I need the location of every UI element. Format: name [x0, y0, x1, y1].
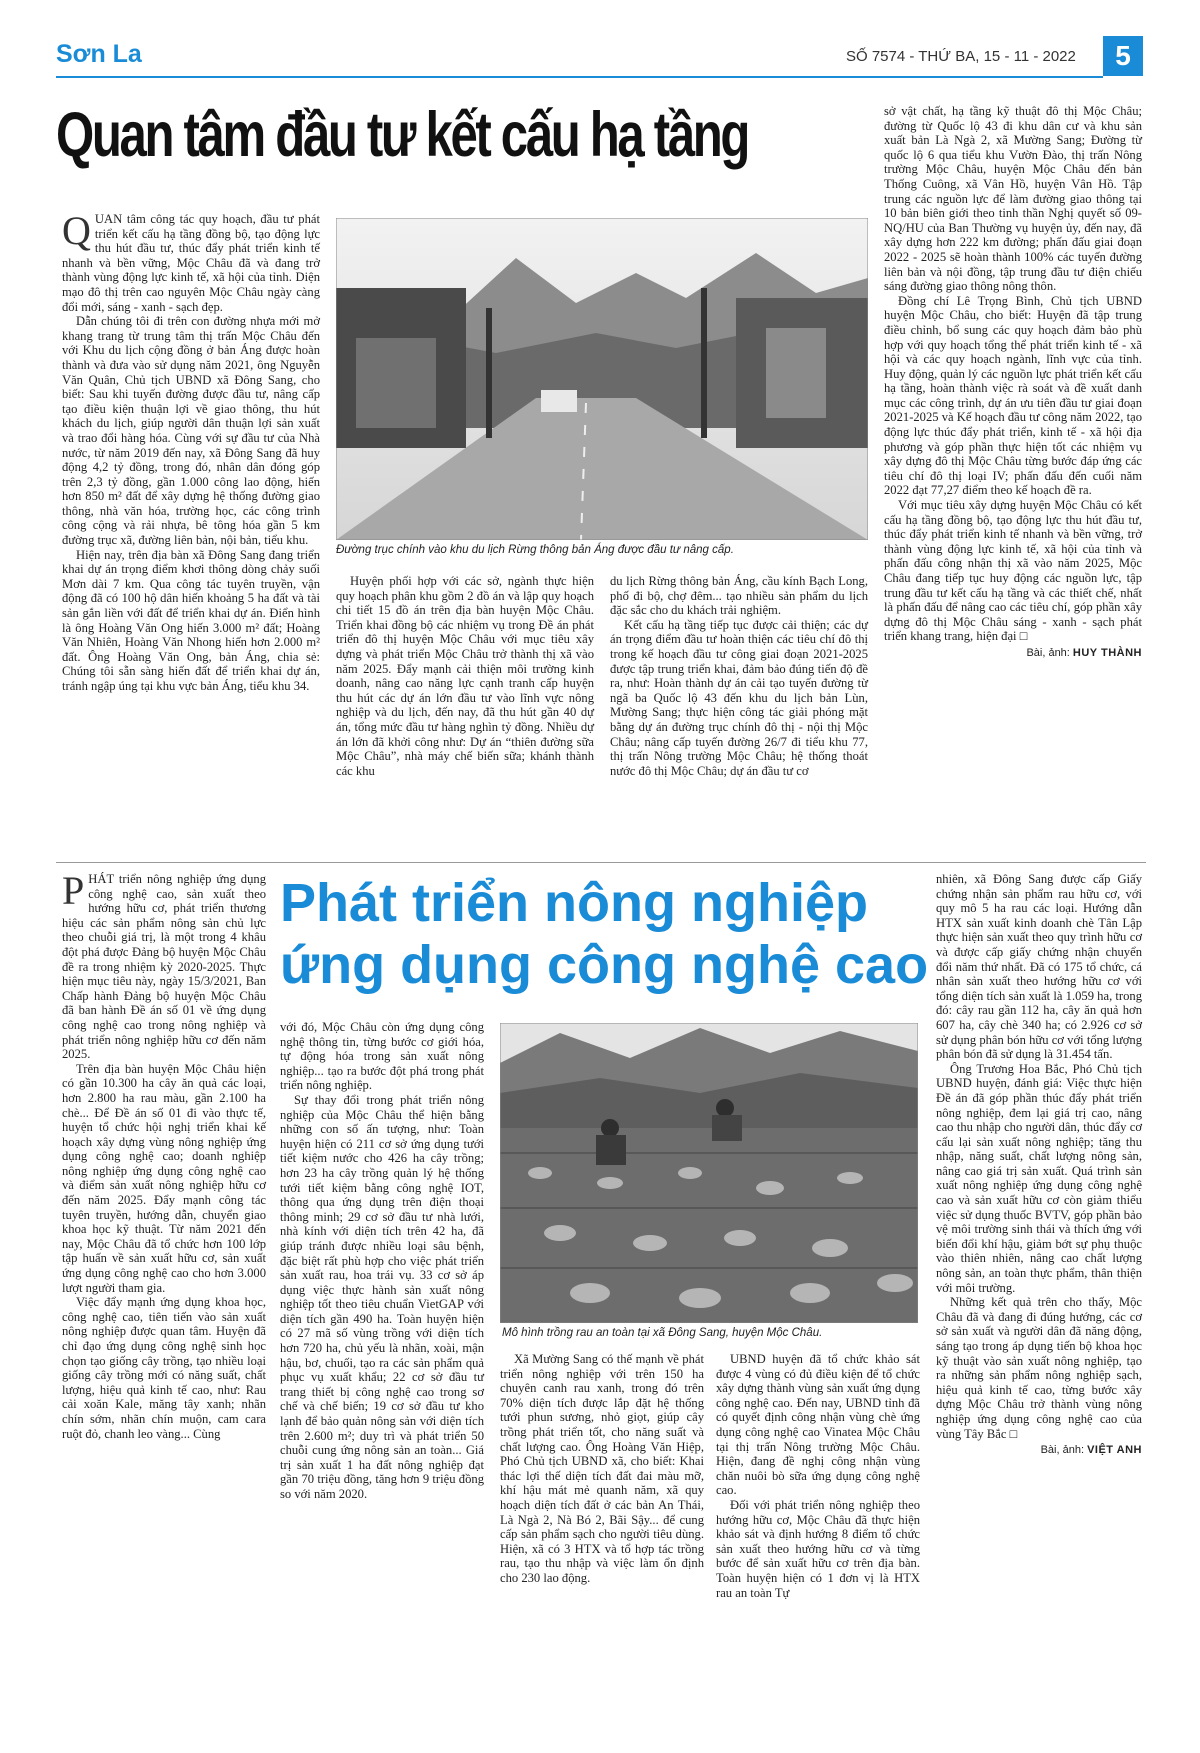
article-1-column-1	[62, 208, 320, 694]
article-1-photo-caption: Đường trục chính vào khu du lịch Rừng thông bản Áng được đầu tư nâng cấp.	[336, 544, 734, 556]
paragraph: Ông Trương Hoa Bắc, Phó Chủ tịch UBND huyện, đánh giá: Việc thực hiện Đề án đã góp phần thúc đẩy phát triển nông nghiệp, đem lại giá trị cao, nâng cao thu nhập cho người dân, thúc đẩy cơ cấu lại sản xuất nông nghiệp; tăng thu nhập, năng suất, chất lượng nông sản, nâng cao giá trị sản xuất. Quá trình sản xuất nông nghiệp ứng dụng công nghệ cao và sản xuất hữu cơ còn giảm thiểu việc sử dụng thuốc BVTV, góp phần bảo vệ môi trường sinh thái và thích ứng với biến đổi khí hậu, giảm bớt sự phụ thuộc vào thiên nhiên, nâng cao chất lượng nông sản, an toàn thực phẩm, thân thiện với môi trường.	[936, 1061, 1142, 1295]
article-2-column-1	[62, 868, 266, 1441]
paragraph: Trên địa bàn huyện Mộc Châu hiện có gần 10.300 ha cây ăn quả các loại, hơn 2.800 ha rau màu, gần 2.100 ha chè... Để Đề án số 01 đi vào thực tế, huyện tổ chức hội nghị triển khai kế hoạch xây dựng vùng nông nghiệp ứng dụng công nghệ cao; doanh nghiệp nông nghiệp ứng dụng công nghệ cao và điểm sản xuất nông nghiệp hữu cơ đến năm 2025. Đẩy mạnh công tác tuyên truyền, hướng dẫn, chuyển giao khoa học kỹ thuật. Từ năm 2021 đến nay, Mộc Châu đã tổ chức hơn 100 lớp tập huấn về sản xuất hữu cơ, sản xuất ứng dụng công nghệ cao cho hơn 3.000 lượt người tham gia.	[62, 1061, 266, 1295]
paragraph: Dẫn chúng tôi đi trên con đường nhựa mới mở khang trang từ trung tâm thị trấn Mộc Châu đến với Khu du lịch cộng đồng ở bản Áng được hoàn thành và đưa vào sử dụng năm 2021, ông Nguyễn Văn Quân, Chủ tịch UBND xã Đông Sang, cho biết: Sau khi tuyến đường được đầu tư, nâng cấp tạo điều kiện thuận lợi về giao thông, thu hút khách du lịch, giúp người dân thuận lợi sản xuất và trao đổi hàng hóa. Cùng với sự đầu tư của Nhà nước, từ năm 2019 đến nay, xã Đông Sang đã huy động 4,2 tỷ đồng, trong đó, nhân dân đóng góp trên 2,3 tỷ đồng, gần 1.000 công lao động, hiến hơn 850 m² đất để xây dựng hệ thống đường giao thông, nhà văn hóa, trường học, các công trình công cộng và rải nhựa, bê tông hóa gần 5 km đường trục xã, đường liên bản, nội bản, tiểu khu.	[62, 314, 320, 548]
paragraph: nhiên, xã Đông Sang được cấp Giấy chứng nhận sản phẩm rau hữu cơ, với quy mô 5 ha rau các loại. Hướng dẫn HTX sản xuất kinh doanh chè Tân Lập thực hiện sản xuất theo quy trình hữu cơ và được cấp giấy chứng nhận chuyển đổi năm thứ nhất. Đã có 175 tổ chức, cá nhân sản xuất theo hướng hữu cơ với tổng diện tích sản xuất là 1.059 ha, trong đó: cây rau gần 112 ha, cây ăn quả hơn 607 ha, cây chè 340 ha; có 2.926 cơ sở sử dụng phân bón hữu cơ với tổng lượng phân bón đã sử dụng là 31.454 tấn.	[936, 872, 1142, 1062]
article-2-photo-caption: Mô hình trồng rau an toàn tại xã Đông Sang, huyện Mộc Châu.	[502, 1327, 823, 1339]
article-2-column-2	[280, 1020, 484, 1502]
paragraph: Hiện nay, trên địa bàn xã Đông Sang đang triển khai dự án trọng điểm khơi thông dòng chảy suối Mơn dài 7 km. Qua công tác tuyên truyền, vận động đã có 100 hộ dân hiến khoảng 5 ha đất và tài sản gắn liền với đất để triển khai dự án. Điển hình là ông Hoàng Văn Ong hiến 3.000 m² đất; Hoàng Văn Nhiên, Hoàng Văn Nhong hiến hơn 2.000 m² đất. Ông Hoàng Văn Ong, bản Áng, chia sẻ: Chúng tôi sẵn sàng hiến đất để triển khai dự án, tránh ngập úng tại khu vực bản Áng, tiểu khu 34.	[62, 547, 320, 693]
article-1-column-3	[610, 574, 868, 778]
paragraph: Xã Mường Sang có thế mạnh về phát triển nông nghiệp với trên 150 ha chuyên canh rau xanh, trong đó trên 70% diện tích được lắp đặt hệ thống tưới phun sương, nhỏ giọt, giúp cây trồng phát triển tốt, cho năng suất và chất lượng cao. Ông Hoàng Văn Hiệp, Phó Chủ tịch UBND xã, cho biết: Khai thác lợi thế diện tích đất đai màu mỡ, khí hậu mát mẻ quanh năm, xã quy hoạch diện tích đất ở các bản An Thái, Là Ngà 2, Nà Bó 2, Bãi Sậy... để cung cấp sản phẩm sạch cho người tiêu dùng. Hiện, xã có 3 HTX và tổ hợp tác trồng rau, tạo thu nhập và việc làm ổn định cho 230 lao động.	[500, 1352, 704, 1585]
paragraph: Với mục tiêu xây dựng huyện Mộc Châu có kết cấu hạ tầng đồng bộ, tạo động lực thu hút đầu tư, thúc đẩy phát triển kinh tế nhanh và bền vững, trở thành vùng động lực kinh tế, xã hội của tỉnh và phấn đấu công nhận thị xã vào năm 2025, Mộc Châu đang tiếp tục huy động các nguồn lực, tập trung đầu tư kết cấu hạ tầng và các thiết chế, nhất là phấn đấu để nâng cao các tiêu chí, góp phần xây dựng đô thị Mộc Châu sáng - xanh - sạch phát triển khang trang, hiện đại □	[884, 498, 1142, 644]
end-mark: □	[1009, 1426, 1018, 1441]
author: VIỆT ANH	[1087, 1444, 1142, 1457]
paragraph: Kết cấu hạ tầng tiếp tục được cải thiện; các dự án trọng điểm đầu tư hoàn thiện các tiêu chí đô thị trong kế hoạch đầu tư công giai đoạn 2021-2025 được tập trung triển khai, đảm bảo đúng tiến độ đề ra, như: Hoàn thành dự án cải tạo tuyến đường từ ngã ba Quốc lộ 43 đến khu du lịch bản Lùn, Mường Sang; thực hiện công tác giải phóng mặt bằng dự án đường trục chính đô thị - nội thị Mộc Châu; nâng cấp tuyến đường 26/7 đi tiểu khu 77, thị trấn Nông trường Mộc Châu; hệ thống thoát nước đô thị Mộc Châu; dự án đầu tư cơ	[610, 617, 868, 778]
article-1-column-4	[884, 104, 1142, 661]
article-2-column-3	[500, 1352, 704, 1586]
article-2-photo	[500, 1023, 918, 1323]
issue-date: SỐ 7574 - THỨ BA, 15 - 11 - 2022	[846, 48, 1076, 65]
author: HUY THÀNH	[1072, 646, 1142, 659]
end-mark: □	[1019, 629, 1028, 644]
paragraph: Việc đẩy mạnh ứng dụng khoa học, công nghệ cao, tiên tiến vào sản xuất nông nghiệp được quan tâm. Huyện đã chỉ đạo ứng dụng công nghệ sinh học chọn tạo giống cây trồng, tạo nhiều loại giống cây trồng mới có năng suất, chất lượng, hiệu quả kinh tế cao, như: Rau cải xoăn Kale, măng tây xanh; nhãn chín sớm, nhãn chín muộn, cam cara ruột đỏ, chanh leo vàng... Cùng	[62, 1295, 266, 1441]
paragraph: Sự thay đổi trong phát triển nông nghiệp của Mộc Châu thể hiện bằng những con số ấn tượng, như: Toàn huyện hiện có 211 cơ sở ứng dụng tưới tiết kiệm nước cho 426 ha cây trồng; hơn 23 ha cây trồng quản lý hệ thống tưới tiết kiệm bằng công nghệ IOT, thông qua ứng dụng trên điện thoại thông minh; 29 cơ sở đầu tư nhà lưới, nhà kính với diện tích trên 42 ha, đã giúp tránh được nhiều loại sâu bệnh, đặc biệt rất phù hợp cho việc phát triển sản xuất rau, hoa trái vụ. 33 cơ sở áp dụng việc thực hành sản xuất nông nghiệp tốt theo tiêu chuẩn VietGAP với diện tích gần 490 ha. Toàn huyện hiện có 27 mã số vùng trồng với diện tích hơn 720 ha, chủ yếu là nhãn, xoài, mận hậu, bơ, chuối, tạo ra các sản phẩm quả phục vụ xuất khẩu; 22 cơ sở đầu tư trang thiết bị công nghệ cao trong sơ chế và chế biến; 19 cơ sở đầu tư kho lạnh để bảo quản nông sản với diện tích trên 2.600 m²; duy trì và phát triển 50 chuỗi cung ứng nông sản an toàn... Giá trị sản xuất 1 ha đất nông nghiệp đạt gần 70 triệu đồng, tăng hơn 9 triệu đồng so với năm 2020.	[280, 1092, 484, 1501]
article-1-photo	[336, 218, 868, 540]
paragraph: du lịch Rừng thông bản Áng, cầu kính Bạch Long, phố đi bộ, chợ đêm... tạo nhiều sản phẩm du lịch đặc sắc cho du khách trải nghiệm.	[610, 574, 868, 618]
paragraph: sở vật chất, hạ tầng kỹ thuật đô thị Mộc Châu; đường từ Quốc lộ 43 đi khu dân cư và khu sản xuất bản Là Ngà 2, xã Mường Sang; Đường từ quốc lộ 6 qua tiểu khu Vườn Đào, thị trấn Nông trường Mộc Châu, huyện Mộc Châu đến bản Thống Cuông, xã Vân Hồ, huyện Vân Hồ. Tập trung các nguồn lực để làm đường giao thông tại 10 bản biên giới theo tinh thần Nghị quyết số 09-NQ/HU của Ban Thường vụ huyện ủy, đến nay, đã xây dựng hơn 222 km đường; phấn đấu giai đoạn 2022 - 2025 sẽ hoàn thành 100% các tuyến đường liên bản và nội đồng, tập trung đầu tư điện chiếu sáng đường giao thông nông thôn.	[884, 104, 1142, 294]
page-number: 5	[1115, 40, 1131, 71]
page-number-badge	[1103, 36, 1143, 76]
article-2-title-line-1: Phát triển nông nghiệp	[280, 873, 868, 933]
article-2-column-4	[716, 1352, 920, 1600]
article-2-column-5	[936, 872, 1142, 1458]
byline: Bài, ảnh: VIỆT ANH	[1040, 1444, 1142, 1457]
drop-cap: Q	[62, 208, 91, 253]
paragraph: Những kết quả trên cho thấy, Mộc Châu đã và đang đi đúng hướng, các cơ sở sản xuất và người dân đã năng động, sáng tạo trong áp dụng tiến bộ khoa học kỹ thuật vào sản xuất nông nghiệp, tạo ra những sản phẩm nông nghiệp sạch, hiệu quả kinh tế cao, từng bước xây dựng Mộc Châu trở thành vùng nông nghiệp ứng dụng công nghệ cao của vùng Tây Bắc □	[936, 1295, 1142, 1441]
article-1-title: Quan tâm đầu tư kết cấu hạ tầng	[56, 100, 749, 170]
article-2-title-line-2: ứng dụng công nghệ cao	[280, 935, 929, 995]
section-divider	[56, 862, 1146, 863]
paragraph: Huyện phối hợp với các sở, ngành thực hiện quy hoạch phân khu gồm 2 đồ án và lập quy hoạch chi tiết 15 đồ án trên địa bàn huyện Mộc Châu. Triển khai đồng bộ các nhiệm vụ trong Đề án phát triển đô thị huyện Mộc Châu với mục tiêu xây dựng và phát triển Mộc Châu trở thành thị xã vào năm 2025. Đẩy mạnh cải thiện môi trường kinh doanh, nâng cao năng lực cạnh tranh cấp huyện thu hút các dự án lớn đầu tư vào lĩnh vực nông nghiệp và du lịch, đến nay, đã thu hút gần 40 dự án, tổng mức đầu tư hàng nghìn tỷ đồng. Nhiều dự án lớn đã khởi công như: Dự án “thiên đường sữa Mộc Châu”, nhà máy chế biến sữa; khánh thành các khu	[336, 574, 594, 778]
section-name: Sơn La	[56, 40, 142, 68]
paragraph: UAN tâm công tác quy hoạch, đầu tư phát triển kết cấu hạ tầng đồng bộ, tạo động lực thu hút đầu tư, thúc đẩy phát triển kinh tế nhanh và bền vững, Mộc Châu đã và đang trở thành vùng động lực kinh tế, xã hội của tỉnh. Diện mạo đô thị trên cao nguyên Mộc Châu ngày càng đổi mới, sáng - xanh - sạch đẹp.	[62, 212, 320, 314]
paragraph: HÁT triển nông nghiệp ứng dụng công nghệ cao, sản xuất theo hướng hữu cơ, phát triển thương hiệu các sản phẩm nông sản chủ lực theo chuỗi giá trị, là một trong 4 khâu đột phá được Đảng bộ huyện Mộc Châu đề ra trong nhiệm kỳ 2020-2025. Thực hiện mục tiêu này, ngày 15/3/2021, Ban Chấp hành Đảng bộ huyện Mộc Châu đã ban hành Đề án số 01 về ứng dụng công nghệ cao trong nông nghiệp và phát triển nông nghiệp hữu cơ đến năm 2025.	[62, 872, 266, 1062]
paragraph: Đối với phát triển nông nghiệp theo hướng hữu cơ, Mộc Châu đã thực hiện khảo sát và định hướng 8 điểm tổ chức sản xuất theo hướng hữu cơ và từng bước để sản xuất hữu cơ trên địa bàn. Toàn huyện hiện có 1 đơn vị là HTX rau an toàn Tự	[716, 1497, 920, 1600]
header-rule	[56, 76, 1103, 78]
article-1-column-2	[336, 574, 594, 778]
drop-cap: P	[62, 868, 85, 913]
paragraph: UBND huyện đã tổ chức khảo sát được 4 vùng có đủ điều kiện để tổ chức xây dựng thành vùng sản xuất ứng dụng công nghệ cao. Đến nay, UBND tỉnh đã có quyết định công nhận vùng chè ứng dụng công nghệ cao Vinatea Mộc Châu tại thị trấn Nông trường Mộc Châu. Hiện, đang đề nghị công nhận vùng chăn nuôi bò sữa ứng dụng công nghệ cao.	[716, 1352, 920, 1498]
paragraph: Đồng chí Lê Trọng Bình, Chủ tịch UBND huyện Mộc Châu, cho biết: Huyện đã tập trung điều chỉnh, bổ sung các quy hoạch đảm bảo phù hợp với quy hoạch tổng thể phát triển kinh tế - xã hội và các quy hoạch ngành, lĩnh vực của tỉnh. Huy động, quản lý các nguồn lực phát triển kết cấu hạ tầng, hoàn thành việc rà soát và đề xuất danh mục các công trình, dự án ưu tiên đầu tư giai đoạn 2021-2025 và Kế hoạch đầu tư công năm 2022, tạo động lực thúc đẩy phát triển, kinh tế - xã hội địa phương và góp phần thực hiện tốt các nhiệm vụ xây dựng đô thị Mộc Châu từng bước đáp ứng các tiêu chí đô thị loại IV; phấn đấu đến cuối năm 2022 đạt 77,27 điểm theo kế hoạch đề ra.	[884, 293, 1142, 498]
paragraph: với đó, Mộc Châu còn ứng dụng công nghệ thông tin, từng bước cơ giới hóa, tự động hóa trong sản xuất nông nghiệp... tạo ra bước đột phá trong phát triển nông nghiệp.	[280, 1020, 484, 1093]
byline: Bài, ảnh: HUY THÀNH	[1026, 646, 1142, 659]
